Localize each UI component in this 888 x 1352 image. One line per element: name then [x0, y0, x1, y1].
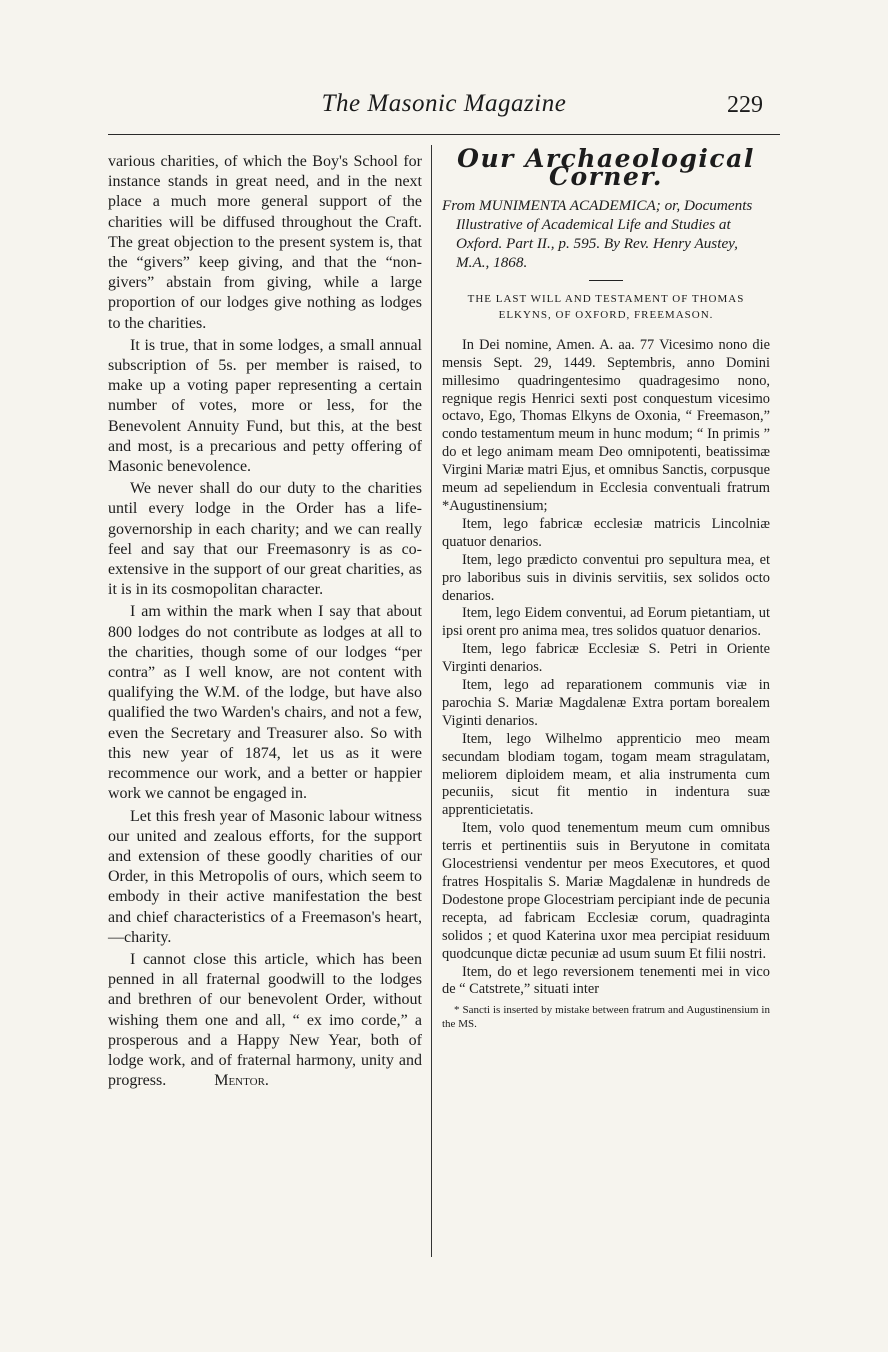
will-paragraph-5: Item, lego fabricæ Ecclesiæ S. Petri in Oriente Virginti denarios.	[442, 641, 770, 676]
subtitle-line-2: ELKYNS, OF OXFORD, FREEMASON.	[498, 308, 714, 321]
left-column	[108, 152, 422, 1091]
page-number: 229	[727, 92, 763, 118]
left-paragraph-2: It is true, that in some lodges, a small annual subscription of 5s. per member is raised, to make up a voting paper representing a certain number of votes, more or less, for the Benevolent Annuity Fund, but this, at the best and most, is a precarious and petty offering of Masonic benevolence.	[108, 336, 422, 476]
will-paragraph-1: In Dei nomine, Amen. A. aa. 77 Vicesimo nono die mensis Sept. 29, 1449. Septembris, anno Domini millesimo quadringentesimo quadragesimo nono, regnique regis Henrici sexti post conquestum vicesimo octavo, Ego, Thomas Elkyns de Oxonia, “ Freemason,” condo testamentum meum in hunc modum; “ In primis ” do et lego animam meam Deo omnipotenti, beatissimæ Virgini Mariæ matri Ejus, et omnibus Sanctis, corpusque meum ad sepeliendum in Ecclesia conventuali fratrum *Augustinensium;	[442, 336, 770, 514]
author-signature: Mentor.	[214, 1072, 269, 1090]
closing-text: I cannot close this article, which has been penned in all fraternal goodwill to the lodges and brethren of our benevolent Order, without wishing them one and all, “ ex imo corde,” a prosperous and a Happy New Year, both of lodge work, and of fraternal harmony, unity and progress.	[108, 950, 422, 1090]
article-subtitle	[442, 291, 770, 323]
left-paragraph-6	[108, 950, 422, 1091]
running-title: The Masonic Magazine	[321, 90, 567, 117]
left-paragraph-3: We never shall do our duty to the charities until every lodge in the Order has a life-governorship in each charity; and we can really feel and say that our Freemasonry is as co-extensive in the support of our great charities, as it is in its cosmopolitan character.	[108, 480, 422, 599]
will-paragraph-3: Item, lego prædicto conventui pro sepultura mea, et pro laboribus suis in divinis servitiis, sex solidos octo denarios.	[442, 551, 770, 604]
will-paragraph-9: Item, do et lego reversionem tenementi mei in vico de “ Catstrete,” situati inter	[442, 963, 770, 998]
footnote: * Sancti is inserted by mistake between fratrum and Augustinensium in the MS.	[442, 1004, 770, 1031]
left-paragraph-1: various charities, of which the Boy's School for instance stands in great need, and in the next place a much more general support of the charities will be diffused throughout the Craft. The great objection to the present system is, that the “givers” keep giving, and that the “non-givers” abstain from giving, while a large proportion of our lodges give nothing as lodges to the charities.	[108, 153, 422, 332]
left-paragraph-5: Let this fresh year of Masonic labour witness our united and zealous efforts, for the support and extension of these goodly charities of our Order, in this Metropolis of ours, which seem to embody in their active manifestation the best and chief characteristics of a Freemason's heart,—charity.	[108, 807, 422, 946]
left-paragraph-4: I am within the mark when I say that about 800 lodges do not contribute as lodges at all to the charities, though some of our lodges “per contra” as I well know, are not content with qualifying the W.M. of the lodge, but have also qualified the two Warden's chairs, and not a few, even the Secretary and Treasurer also. So with this new year of 1874, let us as it were recommence our work, and a better or happier work we cannot be engaged in.	[108, 603, 422, 803]
source-citation: From MUNIMENTA ACADEMICA; or, Documents Illustrative of Academical Life and Studies at Oxford. Part II., p. 595. By Rev. Henry Austey, M.A., 1868.	[442, 196, 753, 271]
right-column	[442, 144, 770, 1031]
will-paragraph-8: Item, volo quod tenementum meum cum omnibus terris et pertinentiis suis in Beryutone in comitata Glocestriensi vendentur per meos Executores, et quod fratres Hospitalis S. Mariæ Magdalenæ in hundreds de Dodestone prope Glocestriam percipiant inde de pecunia recepta, ad fabricam Ecclesiæ corum, quadraginta solidos ; et quod Katerina uxor mea percipiat residuum quodcunque dictæ pecuniæ ad usum suum Et filii nostri.	[442, 820, 770, 962]
will-paragraph-4: Item, lego Eidem conventui, ad Eorum pietantiam, ut ipsi orent pro anima mea, tres solidos quatuor denarios.	[442, 605, 770, 640]
section-title: Our Archaeological Corner.	[457, 144, 755, 191]
column-divider	[431, 145, 432, 1257]
subtitle-line-1: THE LAST WILL AND TESTAMENT OF THOMAS	[467, 292, 745, 305]
short-rule	[589, 280, 623, 281]
will-paragraph-7: Item, lego Wilhelmo apprenticio meo meam secundam blodiam togam, togam meam stragulatam, meliorem diploidem meam, et alia instrumenta cum pecuniis, sicut fit mentio in indentura suæ apprenticietatis.	[442, 730, 770, 819]
will-paragraph-2: Item, lego fabricæ ecclesiæ matricis Lincolniæ quatuor denarios.	[442, 515, 770, 550]
header-rule	[108, 134, 780, 135]
page-header	[0, 0, 888, 140]
will-paragraph-6: Item, lego ad reparationem communis viæ in parochia S. Mariæ Magdalenæ Extra portam borealem Viginti denarios.	[442, 677, 770, 729]
